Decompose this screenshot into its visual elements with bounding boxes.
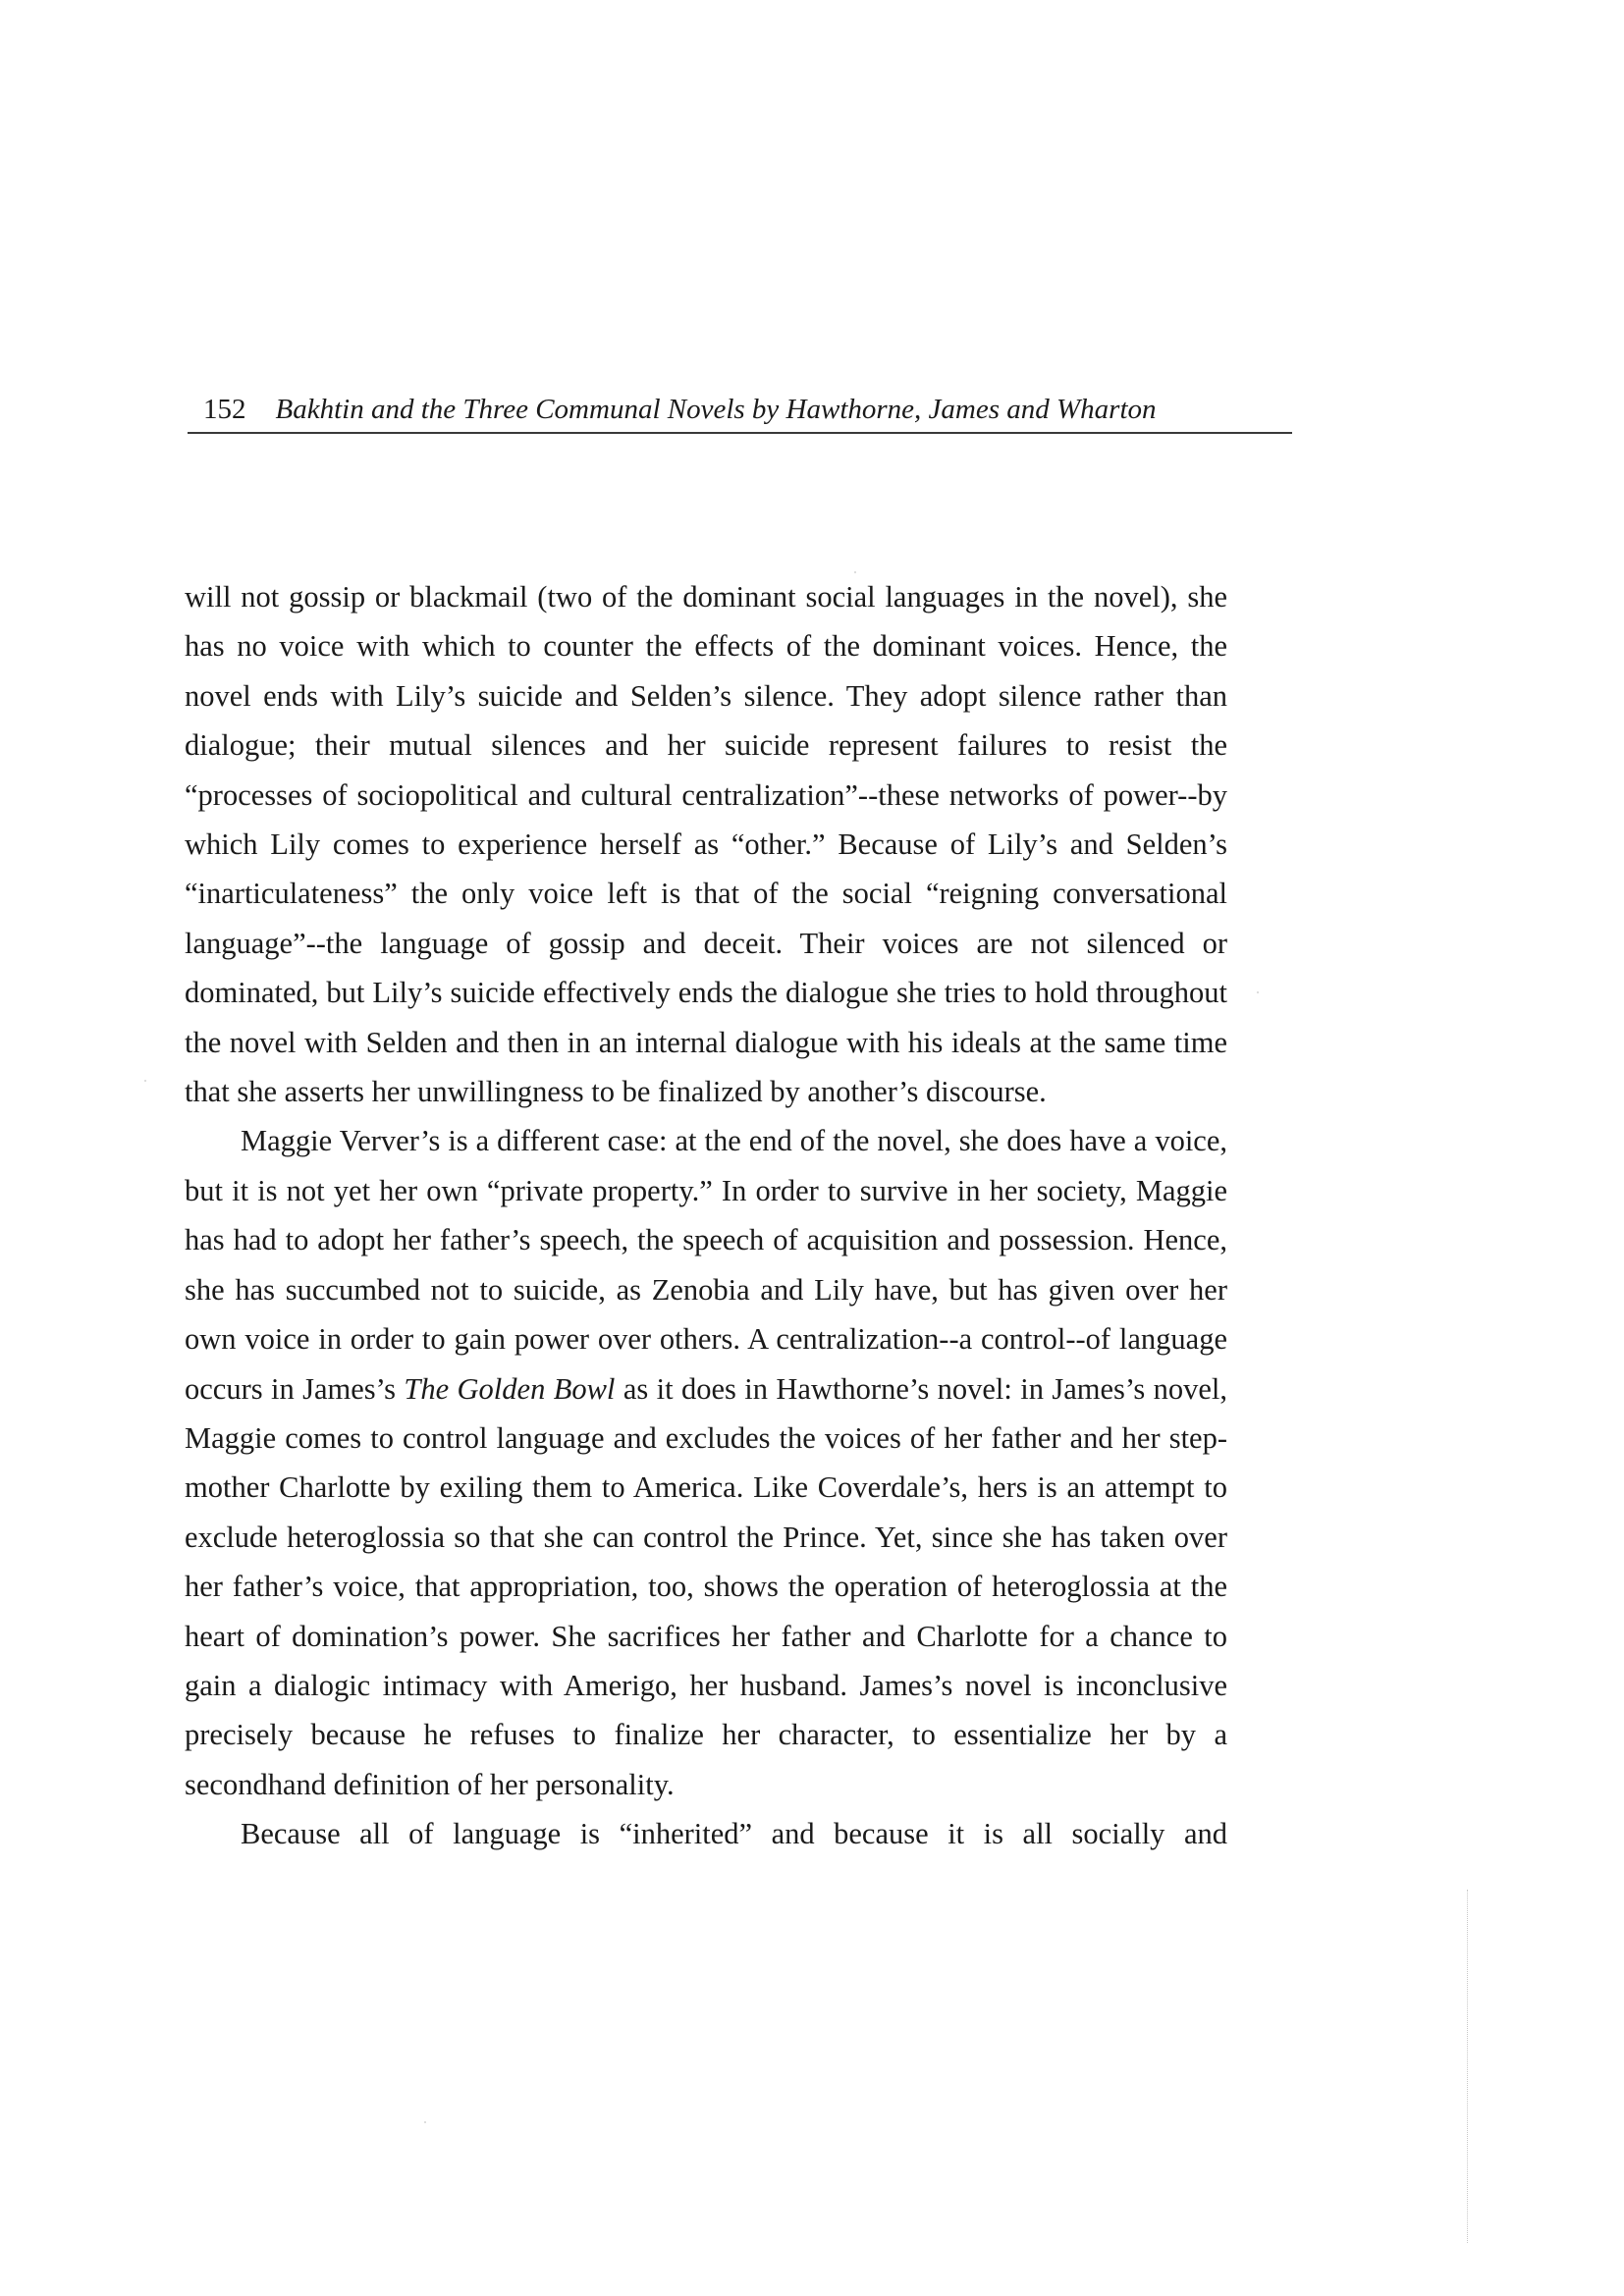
scan-artifact-edge — [1467, 1890, 1468, 2243]
page-number: 152 — [203, 394, 246, 425]
paragraph-2-text-b: as it does in Hawthorne’s novel: in James’s novel, Maggie comes to control language and excludes the voices of her father and her step-mother Charlotte by exiling them to America. Like Coverdale’s, hers is an attempt to exclude heteroglossia so that she can control the Prince. Yet, since she has taken over her father’s voice, that appropriation, too, shows the operation of heteroglossia at the heart of domination’s power. She sacrifices her father and Charlotte for a chance to gain a dialogic intimacy with Amerigo, her husband. James’s novel is inconclusive precisely because he refuses to finalize her character, to essentialize her by a secondhand definition of her personality. — [185, 1371, 1227, 1801]
book-title: The Golden Bowl — [404, 1371, 616, 1406]
scan-artifact-speck — [1257, 991, 1259, 993]
paragraph-2-text-a: Maggie Verver’s is a different case: at the end of the novel, she does have a voice, but it is not yet her own “private property.” In order to survive in her society, Maggie has had to adopt her father’s speech, the speech of acquisition and possession. Hence, she has succumbed not to suicide, as Zenobia and Lily have, but has given over her own voice in order to gain power over others. A centralization--a control--of language occurs in James’s — [185, 1124, 1227, 1406]
paragraph-3: Because all of language is “inherited” and because it is all socially and — [241, 1817, 1227, 1851]
header-rule — [188, 432, 1292, 434]
scan-artifact-speck — [424, 2121, 426, 2123]
paragraph-2 — [185, 1116, 1227, 1809]
scan-artifact-speck — [854, 571, 856, 573]
body-text — [185, 572, 1227, 1859]
running-head-title: Bakhtin and the Three Communal Novels by Hawthorne, James and Wharton — [275, 394, 1157, 425]
paragraph-1: will not gossip or blackmail (two of the dominant social languages in the novel), she has no voice with which to counter the effects of the dominant voices. Hence, the novel ends with Lily’s suicide and Selden’s silence. They adopt silence rather than dialogue; their mutual silences and her suicide represent failures to resist the “processes of sociopolitical and cultural centralization”--these networks of power--by which Lily comes to experience herself as “other.” Because of Lily’s and Selden’s “inarticulateness” the only voice left is that of the social “reigning conversational language”--the language of gossip and deceit. Their voices are not silenced or dominated, but Lily’s suicide effectively ends the dialogue she tries to hold throughout the novel with Selden and then in an internal dialogue with his ideals at the same time that she asserts her unwillingness to be finalized by another’s discourse. — [185, 580, 1227, 1109]
running-head — [188, 389, 1292, 430]
scan-artifact-speck — [144, 1080, 146, 1082]
